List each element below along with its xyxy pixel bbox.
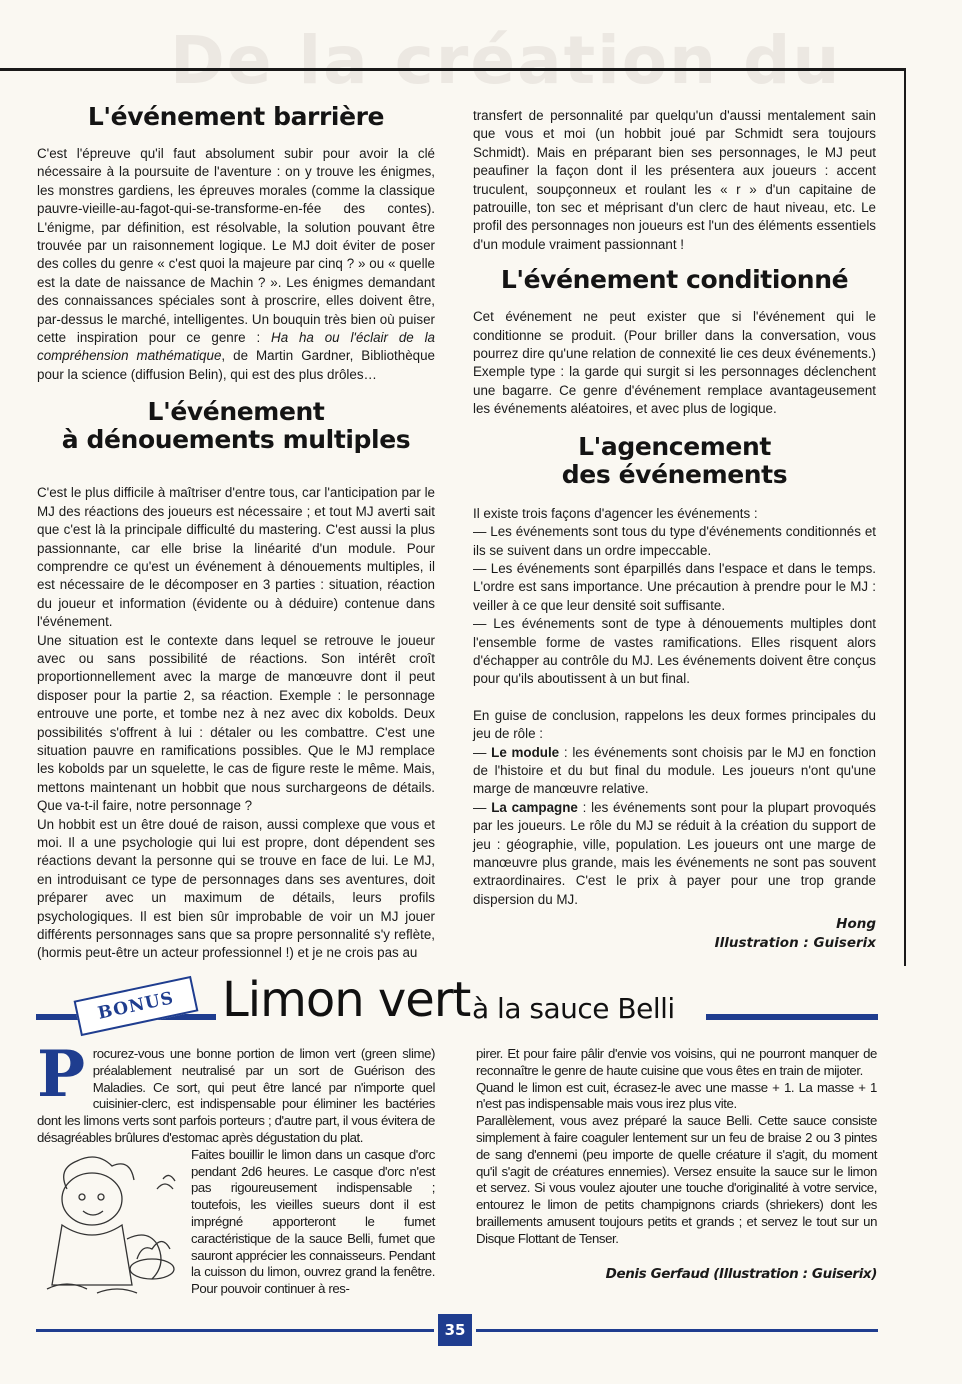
paragraph: Une situation est le contexte dans lequel se retrouve le joueur avec ou sans possibilité de réactions. Son intérêt croît proportionnellement avec la marge de manœuvre dont il peut disposer pour la partie 2, sa réaction. Exemple : le personnage entrouve une porte, et tombe nez à nez avec dix kobolds. Deux possibilités s'offrent à lui : détaler ou les combattre. C'est une situation pauvre en ramifications possibles. Que le MJ remplace les kobolds par un squelette, le cas de figure reste le même. Mais, mettons maintenant un hobbit que nous surchargeons de détails. Que va-t-il faire, notre personnage ?	[37, 632, 435, 814]
left-column	[37, 103, 435, 963]
paragraph: En guise de conclusion, rappelons les deux formes principales du jeu de rôle :	[473, 707, 876, 742]
paragraph: C'est l'épreuve qu'il faut absolument subir pour avoir la clé nécessaire à la poursuite de l'aventure : on y trouve les énigmes, les monstres gardiens, les épreuves morales (comme la classique pauvre-vieille-au-fagot-qui-se-transforme-en-fée des contes). L'énigme, par définition, est résolvable, la solution pouvant être trouvée par un raisonnement logique. Le MJ doit éviter de poser des colles du genre « c'est quoi la majeure par cinq ? » ou « quelle est la date de naissance de Machin ? ». Les énigmes demandant des connaissances spéciales sont à proscrire, elles doivent être, par-dessus le marché, intelligentes. Un bouquin très bien où puiser cette inspiration pour ce genre : Ha ha ou l'éclair de la compréhension mathématique, de Martin Gardner, Bibliothèque pour la science (diffusion Belin), qui est des plus drôles…	[37, 146, 435, 382]
paragraph: Faites bouillir le limon dans un casque d'orc pendant 2d6 heures. Le casque d'orc n'est pas rigoureusement indispensable ; toutefois, les vieilles sueurs dont il est imprégné apporteront le fumet caractéristique de la sauce Belli, fumet que sauront apprécier les connaisseurs. Pendant la cuisson du limon, ouvrez grand la fenêtre. Pour pouvoir continuer à res-	[37, 1147, 435, 1298]
heading-multiple-outcomes: L'événement à dénouements multiples	[61, 397, 411, 455]
footer-line	[36, 1329, 434, 1332]
list-item: — Les événements sont tous du type d'événements conditionnés et ils se suivent dans un ordre impeccable.	[473, 524, 876, 558]
footer-line	[476, 1329, 878, 1332]
bonus-header	[36, 972, 878, 1036]
ghost-heading: De la création du	[170, 22, 842, 99]
heading-barrier-event: L'événement barrière	[87, 102, 385, 131]
list-item: — Le module : les événements sont choisis par le MJ en fonction de l'histoire et du but final du module. Les joueurs n'ont qu'une marge de manœuvre relative.	[473, 744, 876, 797]
drop-cap: P	[37, 1037, 85, 1112]
author-signature: Hong Illustration : Guiserix	[714, 916, 876, 952]
paragraph: pirer. Et pour faire pâlir d'envie vos voisins, qui ne pourront manquer de reconnaître le genre de haute cuisine que vous êtes en train de mijoter.	[476, 1046, 877, 1078]
bonus-signature: Denis Gerfaud (Illustration : Guiserix)	[605, 1265, 877, 1282]
book-title: Ha ha ou l'éclair de la compréhension mathématique	[37, 330, 435, 364]
list-item: — Les événements sont éparpillés dans l'espace et dans le temps. L'ordre est sans importance. Une précaution à prendre pour le MJ : veiller à ce que leur densité soit suffisante.	[473, 560, 876, 613]
heading-arrangement: L'agencement des événements	[561, 431, 788, 489]
paragraph: C'est le plus difficile à maîtriser d'entre tous, car l'anticipation par le MJ des réactions des joueurs est nécessaire ; et tout MJ averti sait que c'est là la principale difficulté du mastering. C'est aussi la plus passionnante, car elle brise la linéarité d'un module. Pour comprendre ce qu'est un événement à dénouements multiples, il est nécessaire de le décomposer en 3 parties : situation, réaction du joueur et information (évidente ou à déduire) contenue dans l'événement.	[37, 485, 435, 630]
right-column	[473, 107, 876, 953]
paragraph: Cet événement ne peut exister que si l'événement qui le conditionne se produit. (Pour briller dans la conversation, vous pourrez dire qu'une relation de connexité lie ces deux événements.) Exemple type : la garde qui surgit si les personnages déclenchent une bagarre. Ce genre d'événement remplace avantageusement les événements aléatoires, et avec plus de logique.	[473, 309, 876, 417]
bonus-left-column	[37, 1037, 435, 1299]
bonus-right-column	[476, 1046, 877, 1282]
cook-illustration	[37, 1149, 183, 1299]
paragraph: Quand le limon est cuit, écrasez-le avec une masse + 1. La masse + 1 n'est pas indispensable mais vous irez plus vite.	[476, 1079, 877, 1112]
page-number: 35	[438, 1314, 472, 1346]
paragraph: transfert de personnalité par quelqu'un d'aussi mentalement sain que vous et moi (un hobbit joué par Schmidt sera toujours Schmidt). Mais en préparant bien ses personnages, le MJ peut peaufiner la façon dont il les présentera aux joueurs : accent truculent, soupçonneux et roulant les « r » d'un capitaine de patrouille, ton sec et méprisant d'un clerc de haut niveau, etc. Le profil des personnages non joueurs est l'un des éléments essentiels d'un module vraiment passionnant !	[473, 108, 876, 252]
paragraph: Parallèlement, vous avez préparé la sauce Belli. Cette sauce consiste simplement à faire coaguler lentement sur un feu de braise 2 ou 3 pintes de sang d'ennemi (peu importe de quelle créature il s'agit, du moment qu'il s'agit de créatures ennemies). Versez ensuite la sauce sur le limon et servez. Si vous voulez ajouter une touche d'originalité à votre service, entourez le limon de petits champignons criards (shriekers) dont les braillements amusent toujours petits et grands ; et servez le tout sur un Disque Flottant de Tenser.	[476, 1113, 877, 1246]
bonus-badge: BONUS	[74, 976, 199, 1036]
heading-conditioned-event: L'événement conditionné	[500, 265, 849, 295]
paragraph: Un hobbit est un être doué de raison, aussi complexe que vous et moi. Il a une psychologie qui lui est propre, dont dépendent ses réactions devant la personne qui se trouve en face de lui. Le MJ, en introduisant ce type de personnages dans ses aventures, doit préparer avec un maximum de détails, leurs profils psychologiques. Il est bien sûr improbable de voir un MJ jouer différents personnages sans que sa propre personnalité s'y reflète, (hormis peut-être un acteur professionnel !) et je ne crois pas au	[37, 816, 435, 961]
paragraph: Procurez-vous une bonne portion de limon vert (green slime) préalablement neutralisé par un sort de Guérison des Maladies. Ce sort, qui peut être lancé par n'importe quel cuisinier-clerc, est indispensable pour éliminer les bactéries dont les limons verts sont parfois porteurs ; d'autre part, il vous évitera de désagréables brûlures d'estomac après dégustation du plat.	[37, 1037, 435, 1145]
divider	[706, 1014, 878, 1020]
bonus-subtitle: à la sauce Belli	[472, 992, 675, 1025]
list-item: — Les événements sont de type à dénouements multiples dont l'ensemble forme de vastes ramifications. Elles risquent alors d'échapper au contrôle du MJ. Les événements doivent être conçus pour qu'ils aboutissent à un but final.	[473, 616, 876, 687]
paragraph: Il existe trois façons d'agencer les événements :	[473, 505, 758, 521]
bonus-title: Limon vert	[222, 972, 471, 1028]
list-item: — La campagne : les événements sont pour la plupart provoqués par les joueurs. Le rôle du MJ se réduit à la création du support de jeu : géographie, ville, population. Les joueurs ont une marge de manœuvre plus grande, mais les événements ne sont pas souvent extraordinaires. C'est le prix à payer pour une trop grande dispersion du MJ.	[473, 799, 876, 907]
